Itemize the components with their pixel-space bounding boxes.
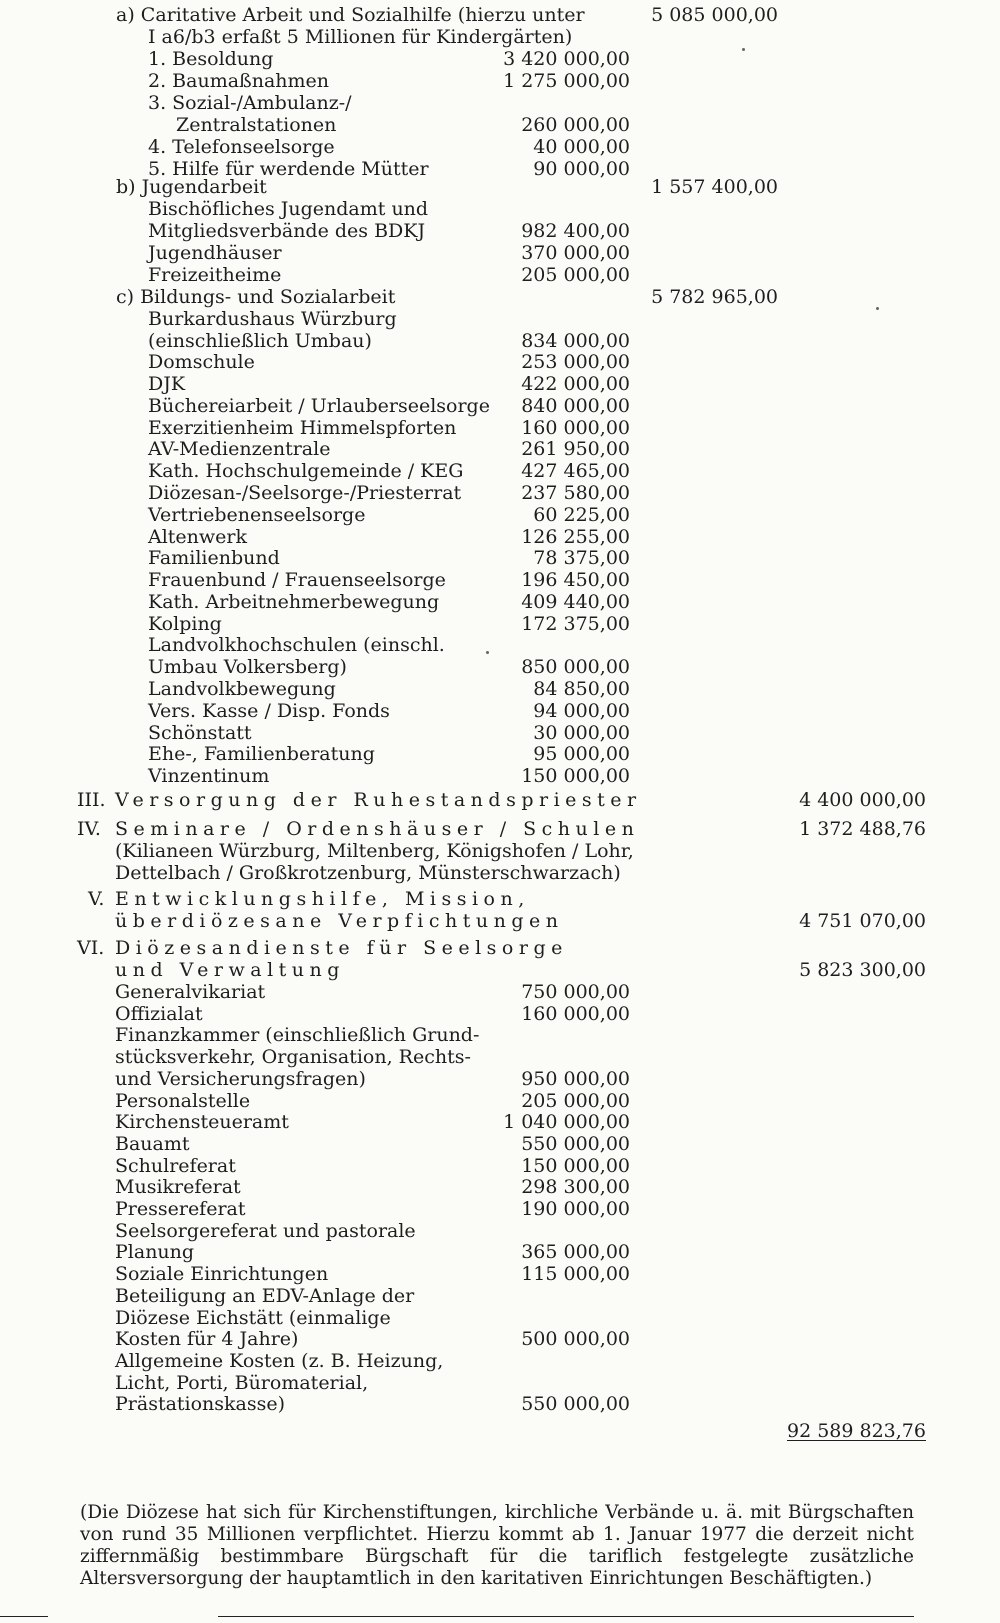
line-amount: 94 000,00 <box>533 699 630 722</box>
section-numeral: III. <box>77 789 106 811</box>
budget-line <box>0 242 1000 264</box>
line-label: Umbau Volkersberg) <box>148 656 347 679</box>
section-title: Seminare / Ordenshäuser / Schulen <box>115 818 640 840</box>
line-label: Kath. Hochschulgemeinde / KEG <box>148 460 464 483</box>
line-amount: 205 000,00 <box>521 264 630 286</box>
budget-line <box>0 1198 1000 1220</box>
line-amount: 30 000,00 <box>533 721 630 744</box>
budget-line <box>0 1285 1000 1307</box>
line-amount: 298 300,00 <box>521 1176 630 1199</box>
line-amount: 550 000,00 <box>521 1393 630 1416</box>
line-amount: 40 000,00 <box>533 136 630 158</box>
line-label: Finanzkammer (einschließlich Grund- <box>115 1024 480 1047</box>
section-numeral: VI. <box>77 937 105 959</box>
line-label: Vers. Kasse / Disp. Fonds <box>148 699 390 722</box>
line-label: a) Caritative Arbeit und Sozialhilfe (hierzu unter <box>116 4 585 26</box>
line-label: Bauamt <box>115 1132 190 1155</box>
budget-line <box>0 482 1000 504</box>
grand-total-row <box>0 1420 1000 1442</box>
budget-line <box>0 4 1000 26</box>
line-label: Licht, Porti, Büromaterial, <box>115 1371 369 1394</box>
line-amount: 160 000,00 <box>521 1002 630 1025</box>
budget-line <box>0 26 1000 48</box>
line-label: (einschließlich Umbau) <box>148 329 372 352</box>
section-vi-heading-cont <box>0 959 1000 981</box>
line-label: Kosten für 4 Jahre) <box>115 1328 299 1351</box>
scan-speck <box>876 307 879 310</box>
budget-line <box>0 395 1000 417</box>
budget-line <box>0 1111 1000 1133</box>
line-label: 1. Besoldung <box>148 48 274 70</box>
line-amount: 261 950,00 <box>521 438 630 461</box>
section-vi-heading <box>0 937 1000 959</box>
subsection-total: 1 557 400,00 <box>651 176 778 198</box>
section-iv-heading <box>0 818 1000 840</box>
budget-line <box>0 438 1000 460</box>
budget-line <box>0 1176 1000 1198</box>
line-amount: 150 000,00 <box>521 1154 630 1177</box>
line-label: Domschule <box>148 351 255 374</box>
budget-line <box>0 1046 1000 1068</box>
line-amount: 260 000,00 <box>521 114 630 136</box>
budget-line <box>0 656 1000 678</box>
line-label: 4. Telefonseelsorge <box>148 136 335 158</box>
budget-line <box>0 722 1000 744</box>
budget-line <box>0 1090 1000 1112</box>
scan-speck <box>742 48 745 51</box>
line-amount: 95 000,00 <box>533 743 630 766</box>
line-amount: 840 000,00 <box>521 394 630 417</box>
line-label: Schönstatt <box>148 721 252 744</box>
budget-line <box>0 743 1000 765</box>
section-numeral: IV. <box>77 818 101 840</box>
line-amount: 427 465,00 <box>521 460 630 483</box>
line-amount: 253 000,00 <box>521 351 630 374</box>
line-amount: 3 420 000,00 <box>503 48 630 70</box>
line-label: Kolping <box>148 612 222 635</box>
line-label: Offizialat <box>115 1002 203 1025</box>
line-amount: 750 000,00 <box>521 981 630 1003</box>
line-amount: 1 275 000,00 <box>503 70 630 92</box>
section-v-heading-cont <box>0 910 1000 932</box>
line-amount: 370 000,00 <box>521 242 630 264</box>
budget-line <box>0 264 1000 286</box>
budget-line <box>0 1241 1000 1263</box>
page-rule-left <box>0 1616 48 1617</box>
line-label: 3. Sozial-/Ambulanz-/ <box>148 92 352 114</box>
budget-line <box>0 1003 1000 1025</box>
budget-line <box>0 460 1000 482</box>
subsection-total: 5 085 000,00 <box>651 4 778 26</box>
line-label: Soziale Einrichtungen <box>115 1263 329 1286</box>
line-amount: 365 000,00 <box>521 1241 630 1264</box>
line-label: I a6/b3 erfaßt 5 Millionen für Kindergärten) <box>148 26 573 48</box>
line-label: Bischöfliches Jugendamt und <box>148 198 429 220</box>
budget-line <box>0 1307 1000 1329</box>
budget-line <box>0 1263 1000 1285</box>
line-label: Frauenbund / Frauenseelsorge <box>148 569 446 592</box>
line-amount: 409 440,00 <box>521 590 630 613</box>
line-amount: 90 000,00 <box>533 158 630 180</box>
budget-line <box>0 1133 1000 1155</box>
line-label: 5. Hilfe für werdende Mütter <box>148 158 429 180</box>
line-label: Musikreferat <box>115 1176 241 1199</box>
line-amount: 237 580,00 <box>521 482 630 505</box>
line-amount: 115 000,00 <box>521 1263 630 1286</box>
line-label: Vinzentinum <box>148 765 270 788</box>
line-amount: 60 225,00 <box>533 503 630 526</box>
budget-line <box>0 48 1000 70</box>
line-label: DJK <box>148 373 186 396</box>
line-amount: 160 000,00 <box>521 416 630 439</box>
line-label: Generalvikariat <box>115 981 266 1003</box>
budget-line <box>0 547 1000 569</box>
section-iii-heading <box>0 789 1000 811</box>
budget-line <box>0 114 1000 136</box>
budget-line <box>0 1350 1000 1372</box>
line-amount: 982 400,00 <box>521 220 630 242</box>
detail-text: (Kilianeen Würzburg, Miltenberg, Königshofen / Lohr, <box>115 840 634 862</box>
budget-line <box>0 613 1000 635</box>
line-amount: 500 000,00 <box>521 1328 630 1351</box>
line-amount: 422 000,00 <box>521 373 630 396</box>
line-label: Zentralstationen <box>176 114 337 136</box>
budget-line <box>0 526 1000 548</box>
budget-line <box>0 136 1000 158</box>
budget-line <box>0 220 1000 242</box>
section-total: 5 823 300,00 <box>799 959 926 981</box>
section-numeral: V. <box>88 888 105 910</box>
section-title: und Verwaltung <box>115 959 345 981</box>
budget-line <box>0 700 1000 722</box>
line-label: b) Jugendarbeit <box>116 176 267 198</box>
budget-line <box>0 591 1000 613</box>
budget-line <box>0 176 1000 198</box>
line-amount: 84 850,00 <box>533 678 630 701</box>
section-title: Diözesandienste für Seelsorge <box>115 937 568 959</box>
line-label: Pressereferat <box>115 1198 246 1220</box>
section-title: Entwicklungshilfe, Mission, <box>115 888 530 910</box>
line-label: Beteiligung an EDV-Anlage der <box>115 1284 415 1307</box>
line-label: Mitgliedsverbände des BDKJ <box>148 220 426 242</box>
scan-speck <box>486 651 489 654</box>
budget-line <box>0 569 1000 591</box>
budget-line <box>0 765 1000 787</box>
section-total: 4 751 070,00 <box>799 910 926 932</box>
line-label: Burkardushaus Würzburg <box>148 307 397 330</box>
page-rule-right <box>218 1616 914 1617</box>
line-amount: 172 375,00 <box>521 612 630 635</box>
line-amount: 78 375,00 <box>533 547 630 570</box>
budget-line <box>0 1068 1000 1090</box>
budget-line <box>0 1220 1000 1242</box>
line-amount: 834 000,00 <box>521 329 630 352</box>
budget-line <box>0 634 1000 656</box>
section-total: 1 372 488,76 <box>799 818 926 840</box>
line-amount: 550 000,00 <box>521 1132 630 1155</box>
subsection-total: 5 782 965,00 <box>651 286 778 308</box>
section-total: 4 400 000,00 <box>799 789 926 811</box>
line-label: Planung <box>115 1241 195 1264</box>
section-iv-detail <box>0 862 1000 884</box>
section-iv-detail <box>0 840 1000 862</box>
budget-line <box>0 678 1000 700</box>
line-label: und Versicherungsfragen) <box>115 1067 366 1090</box>
budget-line <box>0 1372 1000 1394</box>
line-label: Vertriebenenseelsorge <box>148 503 366 526</box>
line-amount: 190 000,00 <box>521 1198 630 1220</box>
budget-line <box>0 286 1000 308</box>
line-amount: 126 255,00 <box>521 525 630 548</box>
budget-line <box>0 1024 1000 1046</box>
detail-text: Dettelbach / Großkrotzenburg, Münsterschwarzach) <box>115 862 621 884</box>
line-label: Freizeitheime <box>148 264 282 286</box>
budget-line <box>0 351 1000 373</box>
line-amount: 1 040 000,00 <box>503 1111 630 1134</box>
budget-line <box>0 1328 1000 1350</box>
line-label: Familienbund <box>148 547 280 570</box>
line-amount: 850 000,00 <box>521 656 630 679</box>
line-label: Jugendhäuser <box>148 242 282 264</box>
line-label: Büchereiarbeit / Urlauberseelsorge <box>148 394 490 417</box>
section-title: überdiözesane Verpfichtungen <box>115 910 564 932</box>
line-amount: 950 000,00 <box>521 1067 630 1090</box>
budget-line <box>0 504 1000 526</box>
line-label: Altenwerk <box>148 525 248 548</box>
budget-line <box>0 981 1000 1003</box>
line-label: Landvolkhochschulen (einschl. <box>148 634 445 657</box>
budget-line <box>0 330 1000 352</box>
line-label: Prästationskasse) <box>115 1393 286 1416</box>
line-label: stücksverkehr, Organisation, Rechts- <box>115 1046 471 1069</box>
budget-line <box>0 70 1000 92</box>
line-label: Landvolkbewegung <box>148 678 336 701</box>
line-amount: 150 000,00 <box>521 765 630 788</box>
line-label: Personalstelle <box>115 1089 251 1112</box>
section-v-heading <box>0 888 1000 910</box>
budget-line <box>0 1393 1000 1415</box>
budget-line <box>0 373 1000 395</box>
line-label: Diözese Eichstätt (einmalige <box>115 1306 391 1329</box>
line-label: Seelsorgereferat und pastorale <box>115 1219 416 1242</box>
line-label: Kath. Arbeitnehmerbewegung <box>148 590 440 613</box>
line-amount: 196 450,00 <box>521 569 630 592</box>
budget-line <box>0 417 1000 439</box>
line-amount: 205 000,00 <box>521 1089 630 1112</box>
line-label: 2. Baumaßnahmen <box>148 70 330 92</box>
line-label: Schulreferat <box>115 1154 236 1177</box>
line-label: Exerzitienheim Himmelspforten <box>148 416 457 439</box>
budget-line <box>0 1155 1000 1177</box>
grand-total: 92 589 823,76 <box>786 1420 926 1442</box>
line-label: c) Bildungs- und Sozialarbeit <box>116 286 396 308</box>
line-label: Kirchensteueramt <box>115 1111 289 1134</box>
budget-line <box>0 308 1000 330</box>
section-title: Versorgung der Ruhestandspriester <box>115 789 642 811</box>
line-label: Allgemeine Kosten (z. B. Heizung, <box>115 1349 444 1372</box>
budget-line <box>0 198 1000 220</box>
footnote: (Die Diözese hat sich für Kirchenstiftungen, kirchliche Verbände u. ä. mit Bürgschaften von rund 35 Millionen verpflichtet. Hierzu kommt ab 1. Januar 1977 die derzeit nicht ziffernmäßig bestimmbare Bürgschaft für die tariflich festgelegte zusätzliche Altersversorgung der hauptamtlich in den karitativen Einrichtungen Beschäftigten.) <box>80 1502 914 1589</box>
budget-line <box>0 92 1000 114</box>
line-label: AV-Medienzentrale <box>148 438 331 461</box>
line-label: Diözesan-/Seelsorge-/Priesterrat <box>148 482 462 505</box>
line-label: Ehe-, Familienberatung <box>148 743 375 766</box>
